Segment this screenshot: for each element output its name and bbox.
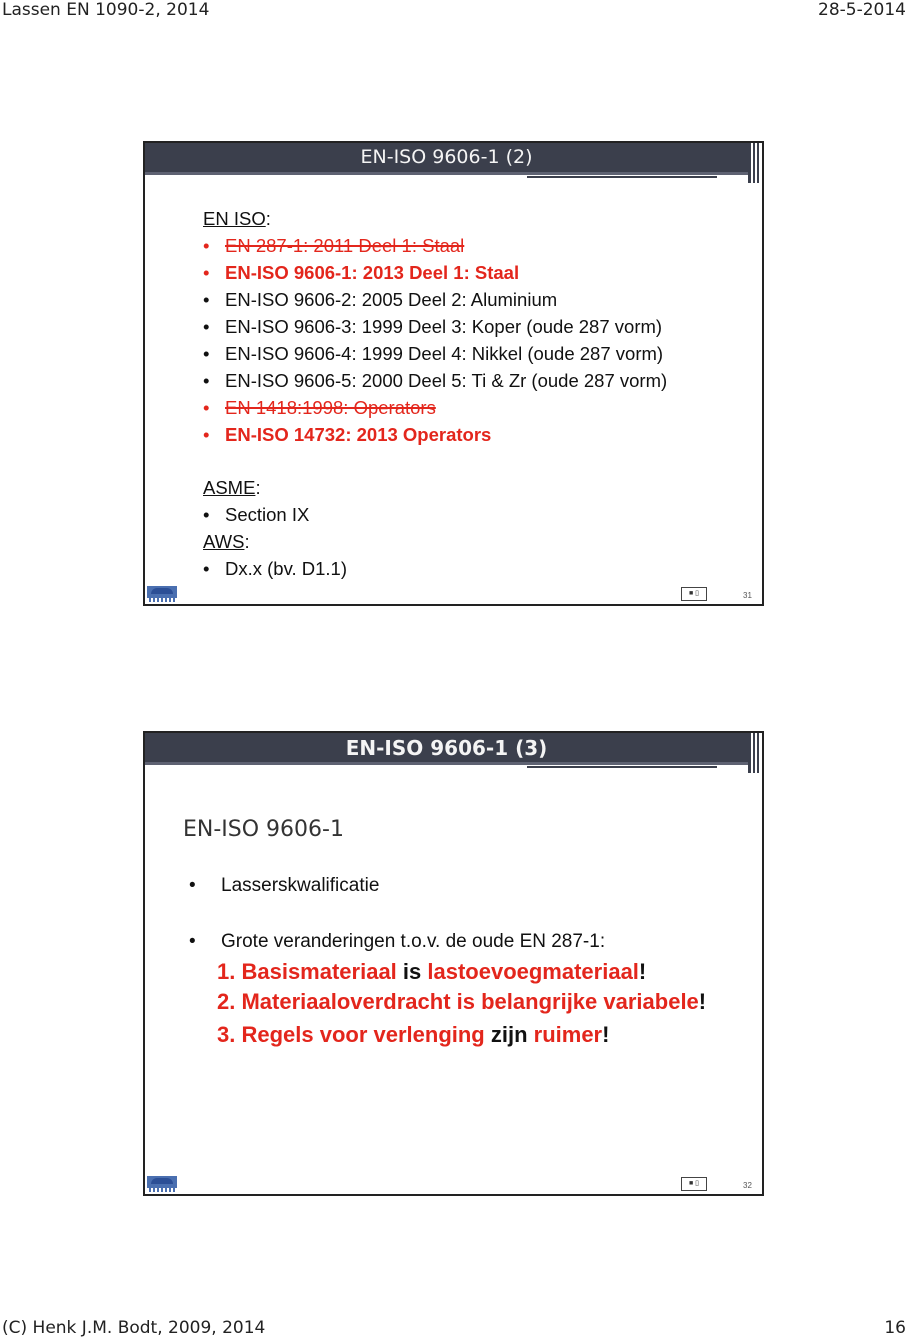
list-item: • EN 287-1: 2011 Deel 1: Staal bbox=[203, 232, 743, 259]
page-header-date: 28-5-2014 bbox=[818, 0, 906, 20]
list-item: • EN-ISO 9606-3: 1999 Deel 3: Koper (oude 287 vorm) bbox=[203, 313, 743, 340]
page-header-title: Lassen EN 1090-2, 2014 bbox=[2, 0, 210, 20]
list-item: • EN 1418:1998: Operators bbox=[203, 394, 743, 421]
asme-heading: ASME: bbox=[203, 477, 261, 498]
slide-number: 31 bbox=[743, 591, 752, 600]
slide-title: EN-ISO 9606-1 (3) bbox=[345, 736, 548, 760]
slide-subtitle: EN-ISO 9606-1 bbox=[183, 817, 344, 842]
company-logo bbox=[147, 586, 177, 602]
list-item: • EN-ISO 14732: 2013 Operators bbox=[203, 421, 743, 448]
list-item: • Lasserskwalificatie bbox=[185, 873, 745, 899]
list-item: • Section IX bbox=[203, 501, 743, 528]
list-item: • EN-ISO 9606-1: 2013 Deel 1: Staal bbox=[203, 259, 743, 286]
list-item: • EN-ISO 9606-4: 1999 Deel 4: Nikkel (oude 287 vorm) bbox=[203, 340, 743, 367]
company-logo bbox=[147, 1176, 177, 1192]
numbered-item: 2. Materiaaloverdracht is belangrijke variabele! bbox=[217, 989, 707, 1014]
slide-number: 32 bbox=[743, 1181, 752, 1190]
list-item: • EN-ISO 9606-5: 2000 Deel 5: Ti & Zr (oude 287 vorm) bbox=[203, 367, 743, 394]
bullet-list bbox=[185, 873, 745, 955]
numbered-item: 1. Basismateriaal is lastoevoegmateriaal! bbox=[217, 959, 647, 984]
slide-31 bbox=[143, 141, 764, 606]
list-item: • Grote veranderingen t.o.v. de oude EN 287-1: bbox=[185, 929, 745, 955]
slide-body bbox=[203, 205, 743, 582]
list-item: • EN-ISO 9606-2: 2005 Deel 2: Aluminium bbox=[203, 286, 743, 313]
numbered-item: 3. Regels voor verlenging zijn ruimer! bbox=[217, 1022, 610, 1047]
footer-emblem-icon: ■ ▯ bbox=[681, 1177, 707, 1191]
footer-emblem-icon: ■ ▯ bbox=[681, 587, 707, 601]
aws-heading: AWS: bbox=[203, 531, 250, 552]
numbered-list bbox=[217, 957, 737, 1050]
slide-title: EN-ISO 9606-1 (2) bbox=[360, 146, 533, 168]
slide-32 bbox=[143, 731, 764, 1196]
page-footer-copyright: (C) Henk J.M. Bodt, 2009, 2014 bbox=[2, 1318, 266, 1338]
page-number: 16 bbox=[884, 1318, 906, 1338]
en-iso-heading: EN ISO: bbox=[203, 208, 271, 229]
list-item: • Dx.x (bv. D1.1) bbox=[203, 555, 743, 582]
